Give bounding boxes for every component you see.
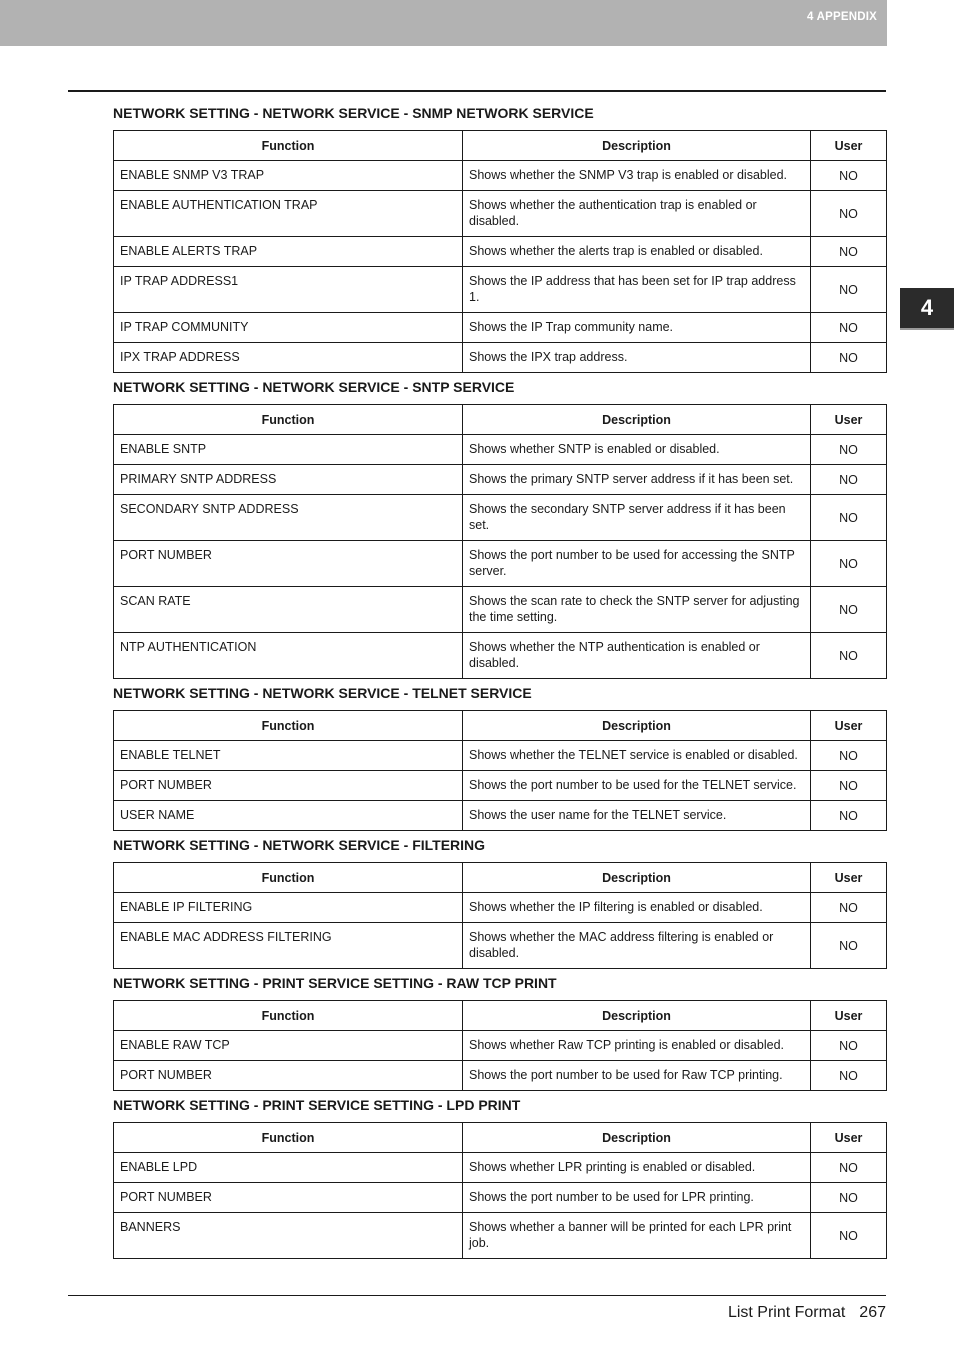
description-cell: Shows whether the SNMP V3 trap is enabled or disabled. — [463, 161, 811, 191]
table-row — [114, 1153, 887, 1183]
table-row — [114, 435, 887, 465]
user-cell: NO — [811, 465, 887, 495]
function-cell: PORT NUMBER — [114, 541, 463, 587]
section-title: NETWORK SETTING - NETWORK SERVICE - TELNET SERVICE — [113, 685, 532, 701]
column-header-description: Description — [463, 405, 811, 435]
description-cell: Shows the port number to be used for LPR printing. — [463, 1183, 811, 1213]
table-row — [114, 495, 887, 541]
description-cell: Shows the IPX trap address. — [463, 343, 811, 373]
table-row — [114, 1213, 887, 1259]
bottom-divider — [68, 1295, 886, 1296]
table-row — [114, 923, 887, 969]
function-cell: NTP AUTHENTICATION — [114, 633, 463, 679]
function-cell: ENABLE LPD — [114, 1153, 463, 1183]
column-header-user: User — [811, 711, 887, 741]
table-row — [114, 633, 887, 679]
function-cell: USER NAME — [114, 801, 463, 831]
chapter-header-label: 4 APPENDIX — [807, 11, 877, 23]
user-cell: NO — [811, 1213, 887, 1259]
table-row — [114, 465, 887, 495]
description-cell: Shows the port number to be used for accessing the SNTP server. — [463, 541, 811, 587]
settings-table — [113, 404, 887, 679]
description-cell: Shows whether the authentication trap is enabled or disabled. — [463, 191, 811, 237]
function-cell: ENABLE IP FILTERING — [114, 893, 463, 923]
user-cell: NO — [811, 541, 887, 587]
description-cell: Shows the port number to be used for the TELNET service. — [463, 771, 811, 801]
column-header-function: Function — [114, 405, 463, 435]
column-header-user: User — [811, 1123, 887, 1153]
function-cell: ENABLE TELNET — [114, 741, 463, 771]
user-cell: NO — [811, 237, 887, 267]
table-header-row — [114, 711, 887, 741]
description-cell: Shows whether the IP filtering is enabled or disabled. — [463, 893, 811, 923]
column-header-description: Description — [463, 711, 811, 741]
table-row — [114, 267, 887, 313]
description-cell: Shows whether Raw TCP printing is enabled or disabled. — [463, 1031, 811, 1061]
table-header-row — [114, 405, 887, 435]
table-row — [114, 587, 887, 633]
page-number: 267 — [859, 1304, 886, 1321]
function-cell: PRIMARY SNTP ADDRESS — [114, 465, 463, 495]
description-cell: Shows the user name for the TELNET service. — [463, 801, 811, 831]
function-cell: ENABLE MAC ADDRESS FILTERING — [114, 923, 463, 969]
user-cell: NO — [811, 161, 887, 191]
section-title: NETWORK SETTING - NETWORK SERVICE - SNMP NETWORK SERVICE — [113, 105, 594, 121]
function-cell: IPX TRAP ADDRESS — [114, 343, 463, 373]
description-cell: Shows the IP address that has been set for IP trap address 1. — [463, 267, 811, 313]
top-divider — [68, 90, 886, 92]
column-header-function: Function — [114, 1001, 463, 1031]
table-row — [114, 801, 887, 831]
column-header-description: Description — [463, 863, 811, 893]
column-header-description: Description — [463, 1123, 811, 1153]
description-cell: Shows whether the NTP authentication is enabled or disabled. — [463, 633, 811, 679]
function-cell: IP TRAP COMMUNITY — [114, 313, 463, 343]
table-row — [114, 313, 887, 343]
description-cell: Shows the secondary SNTP server address if it has been set. — [463, 495, 811, 541]
description-cell: Shows the scan rate to check the SNTP server for adjusting the time setting. — [463, 587, 811, 633]
function-cell: PORT NUMBER — [114, 771, 463, 801]
user-cell: NO — [811, 267, 887, 313]
settings-table — [113, 862, 887, 969]
description-cell: Shows the IP Trap community name. — [463, 313, 811, 343]
user-cell: NO — [811, 741, 887, 771]
section-title: NETWORK SETTING - PRINT SERVICE SETTING - LPD PRINT — [113, 1097, 521, 1113]
table-row — [114, 1183, 887, 1213]
function-cell: SECONDARY SNTP ADDRESS — [114, 495, 463, 541]
settings-table — [113, 710, 887, 831]
user-cell: NO — [811, 495, 887, 541]
function-cell: ENABLE AUTHENTICATION TRAP — [114, 191, 463, 237]
table-row — [114, 1031, 887, 1061]
table-header-row — [114, 1123, 887, 1153]
user-cell: NO — [811, 313, 887, 343]
user-cell: NO — [811, 771, 887, 801]
function-cell: ENABLE ALERTS TRAP — [114, 237, 463, 267]
user-cell: NO — [811, 435, 887, 465]
tables-container — [113, 104, 886, 1264]
table-row — [114, 161, 887, 191]
settings-table — [113, 1122, 887, 1259]
section-title: NETWORK SETTING - NETWORK SERVICE - SNTP SERVICE — [113, 379, 515, 395]
user-cell: NO — [811, 1153, 887, 1183]
section-title: NETWORK SETTING - NETWORK SERVICE - FILTERING — [113, 837, 486, 853]
column-header-user: User — [811, 405, 887, 435]
column-header-user: User — [811, 131, 887, 161]
column-header-description: Description — [463, 131, 811, 161]
description-cell: Shows the primary SNTP server address if it has been set. — [463, 465, 811, 495]
footer-title: List Print Format — [727, 1304, 846, 1321]
description-cell: Shows whether SNTP is enabled or disabled. — [463, 435, 811, 465]
settings-table — [113, 130, 887, 373]
page-footer — [728, 1304, 886, 1322]
column-header-user: User — [811, 1001, 887, 1031]
table-row — [114, 343, 887, 373]
description-cell: Shows whether the MAC address filtering is enabled or disabled. — [463, 923, 811, 969]
function-cell: ENABLE RAW TCP — [114, 1031, 463, 1061]
table-header-row — [114, 131, 887, 161]
table-row — [114, 741, 887, 771]
settings-table — [113, 1000, 887, 1091]
table-row — [114, 237, 887, 267]
table-row — [114, 541, 887, 587]
column-header-function: Function — [114, 863, 463, 893]
function-cell: PORT NUMBER — [114, 1061, 463, 1091]
function-cell: BANNERS — [114, 1213, 463, 1259]
column-header-function: Function — [114, 711, 463, 741]
table-row — [114, 1061, 887, 1091]
column-header-function: Function — [114, 131, 463, 161]
table-row — [114, 771, 887, 801]
description-cell: Shows whether a banner will be printed for each LPR print job. — [463, 1213, 811, 1259]
description-cell: Shows whether the alerts trap is enabled or disabled. — [463, 237, 811, 267]
column-header-user: User — [811, 863, 887, 893]
function-cell: SCAN RATE — [114, 587, 463, 633]
table-header-row — [114, 1001, 887, 1031]
user-cell: NO — [811, 1183, 887, 1213]
function-cell: ENABLE SNMP V3 TRAP — [114, 161, 463, 191]
user-cell: NO — [811, 1031, 887, 1061]
description-cell: Shows whether the TELNET service is enabled or disabled. — [463, 741, 811, 771]
user-cell: NO — [811, 633, 887, 679]
column-header-description: Description — [463, 1001, 811, 1031]
column-header-function: Function — [114, 1123, 463, 1153]
user-cell: NO — [811, 191, 887, 237]
section-title: NETWORK SETTING - PRINT SERVICE SETTING - RAW TCP PRINT — [113, 975, 557, 991]
header-band — [0, 0, 887, 46]
table-row — [114, 893, 887, 923]
table-row — [114, 191, 887, 237]
chapter-tab[interactable]: 4 — [900, 288, 954, 328]
user-cell: NO — [811, 923, 887, 969]
function-cell: IP TRAP ADDRESS1 — [114, 267, 463, 313]
description-cell: Shows whether LPR printing is enabled or disabled. — [463, 1153, 811, 1183]
user-cell: NO — [811, 343, 887, 373]
table-header-row — [114, 863, 887, 893]
user-cell: NO — [811, 587, 887, 633]
description-cell: Shows the port number to be used for Raw TCP printing. — [463, 1061, 811, 1091]
user-cell: NO — [811, 1061, 887, 1091]
function-cell: PORT NUMBER — [114, 1183, 463, 1213]
function-cell: ENABLE SNTP — [114, 435, 463, 465]
user-cell: NO — [811, 801, 887, 831]
user-cell: NO — [811, 893, 887, 923]
